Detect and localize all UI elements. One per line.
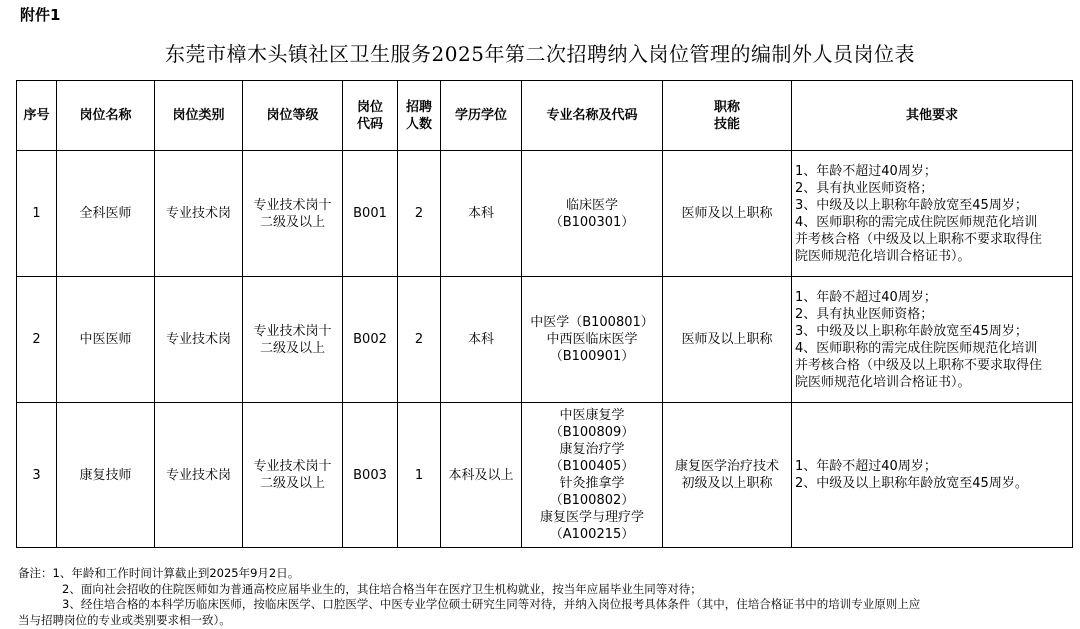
attachment-label: 附件1 [20, 6, 61, 24]
cell-recruit-count: 1 [398, 403, 441, 548]
remarks [18, 566, 1078, 628]
header-other: 其他要求 [792, 81, 1073, 151]
cell-post-name: 全科医师 [57, 151, 155, 277]
remark-line-1: 备注：1、年龄和工作时间计算截止到2025年9月2日。 [18, 566, 300, 580]
cell-major: 中医学（B100801） 中西医临床医学 （B100901） [522, 277, 663, 403]
header-post-type: 岗位类别 [155, 81, 243, 151]
cell-post-code: B001 [343, 151, 398, 277]
header-post-name: 岗位名称 [57, 81, 155, 151]
cell-post-type: 专业技术岗 [155, 403, 243, 548]
header-seq: 序号 [17, 81, 57, 151]
remark-line-4: 当与招聘岗位的专业或类别要求相一致）。 [18, 612, 231, 627]
header-post-level: 岗位等级 [243, 81, 343, 151]
cell-post-level: 专业技术岗十 二级及以上 [243, 277, 343, 403]
cell-education: 本科 [441, 277, 522, 403]
table-row [17, 277, 1073, 403]
cell-recruit-count: 2 [398, 151, 441, 277]
header-post-code: 岗位 代码 [343, 81, 398, 151]
cell-other-requirements: 1、年龄不超过40周岁； 2、中级及以上职称年龄放宽至45周岁。 [792, 403, 1073, 548]
cell-major: 中医康复学 （B100809） 康复治疗学 （B100405） 针灸推拿学 （B100802） 康复医学与理疗学 （A100215） [522, 403, 663, 548]
cell-post-type: 专业技术岗 [155, 277, 243, 403]
post-table [16, 80, 1073, 548]
cell-post-name: 康复技师 [57, 403, 155, 548]
cell-title: 医师及以上职称 [663, 277, 792, 403]
cell-post-type: 专业技术岗 [155, 151, 243, 277]
table-row [17, 151, 1073, 277]
cell-seq: 3 [17, 403, 57, 548]
cell-seq: 1 [17, 151, 57, 277]
cell-post-level: 专业技术岗十 二级及以上 [243, 151, 343, 277]
cell-education: 本科及以上 [441, 403, 522, 548]
cell-other-requirements: 1、年龄不超过40周岁； 2、具有执业医师资格； 3、中级及以上职称年龄放宽至45周岁； 4、医师职称的需完成住院医师规范化培训 并考核合格（中级及以上职称不要求取得住 院医师规范化培训合格证书）。 [792, 277, 1073, 403]
cell-recruit-count: 2 [398, 277, 441, 403]
header-title: 职称 技能 [663, 81, 792, 151]
cell-post-code: B002 [343, 277, 398, 403]
cell-major: 临床医学 （B100301） [522, 151, 663, 277]
cell-post-name: 中医医师 [57, 277, 155, 403]
remark-line-2: 2、面向社会招收的住院医师如为普通高校应届毕业生的，其住培合格当年在医疗卫生机构就业，按当年应届毕业生同等对待； [62, 581, 702, 596]
cell-title: 医师及以上职称 [663, 151, 792, 277]
remark-line-3: 3、经住培合格的本科学历临床医师，按临床医学、口腔医学、中医专业学位硕士研究生同等对待，并纳入岗位报考具体条件（其中，住培合格证书中的培训专业原则上应 [62, 597, 921, 611]
table-header-row [17, 81, 1073, 151]
header-recruit-count: 招聘 人数 [398, 81, 441, 151]
cell-other-requirements: 1、年龄不超过40周岁； 2、具有执业医师资格； 3、中级及以上职称年龄放宽至45周岁； 4、医师职称的需完成住院医师规范化培训 并考核合格（中级及以上职称不要求取得住 院医师规范化培训合格证书）。 [792, 151, 1073, 277]
cell-seq: 2 [17, 277, 57, 403]
cell-education: 本科 [441, 151, 522, 277]
header-major: 专业名称及代码 [522, 81, 663, 151]
cell-post-code: B003 [343, 403, 398, 548]
table-row [17, 403, 1073, 548]
cell-title: 康复医学治疗技术 初级及以上职称 [663, 403, 792, 548]
header-education: 学历学位 [441, 81, 522, 151]
cell-post-level: 专业技术岗十 二级及以上 [243, 403, 343, 548]
page-title: 东莞市樟木头镇社区卫生服务2025年第二次招聘纳入岗位管理的编制外人员岗位表 [165, 42, 915, 66]
